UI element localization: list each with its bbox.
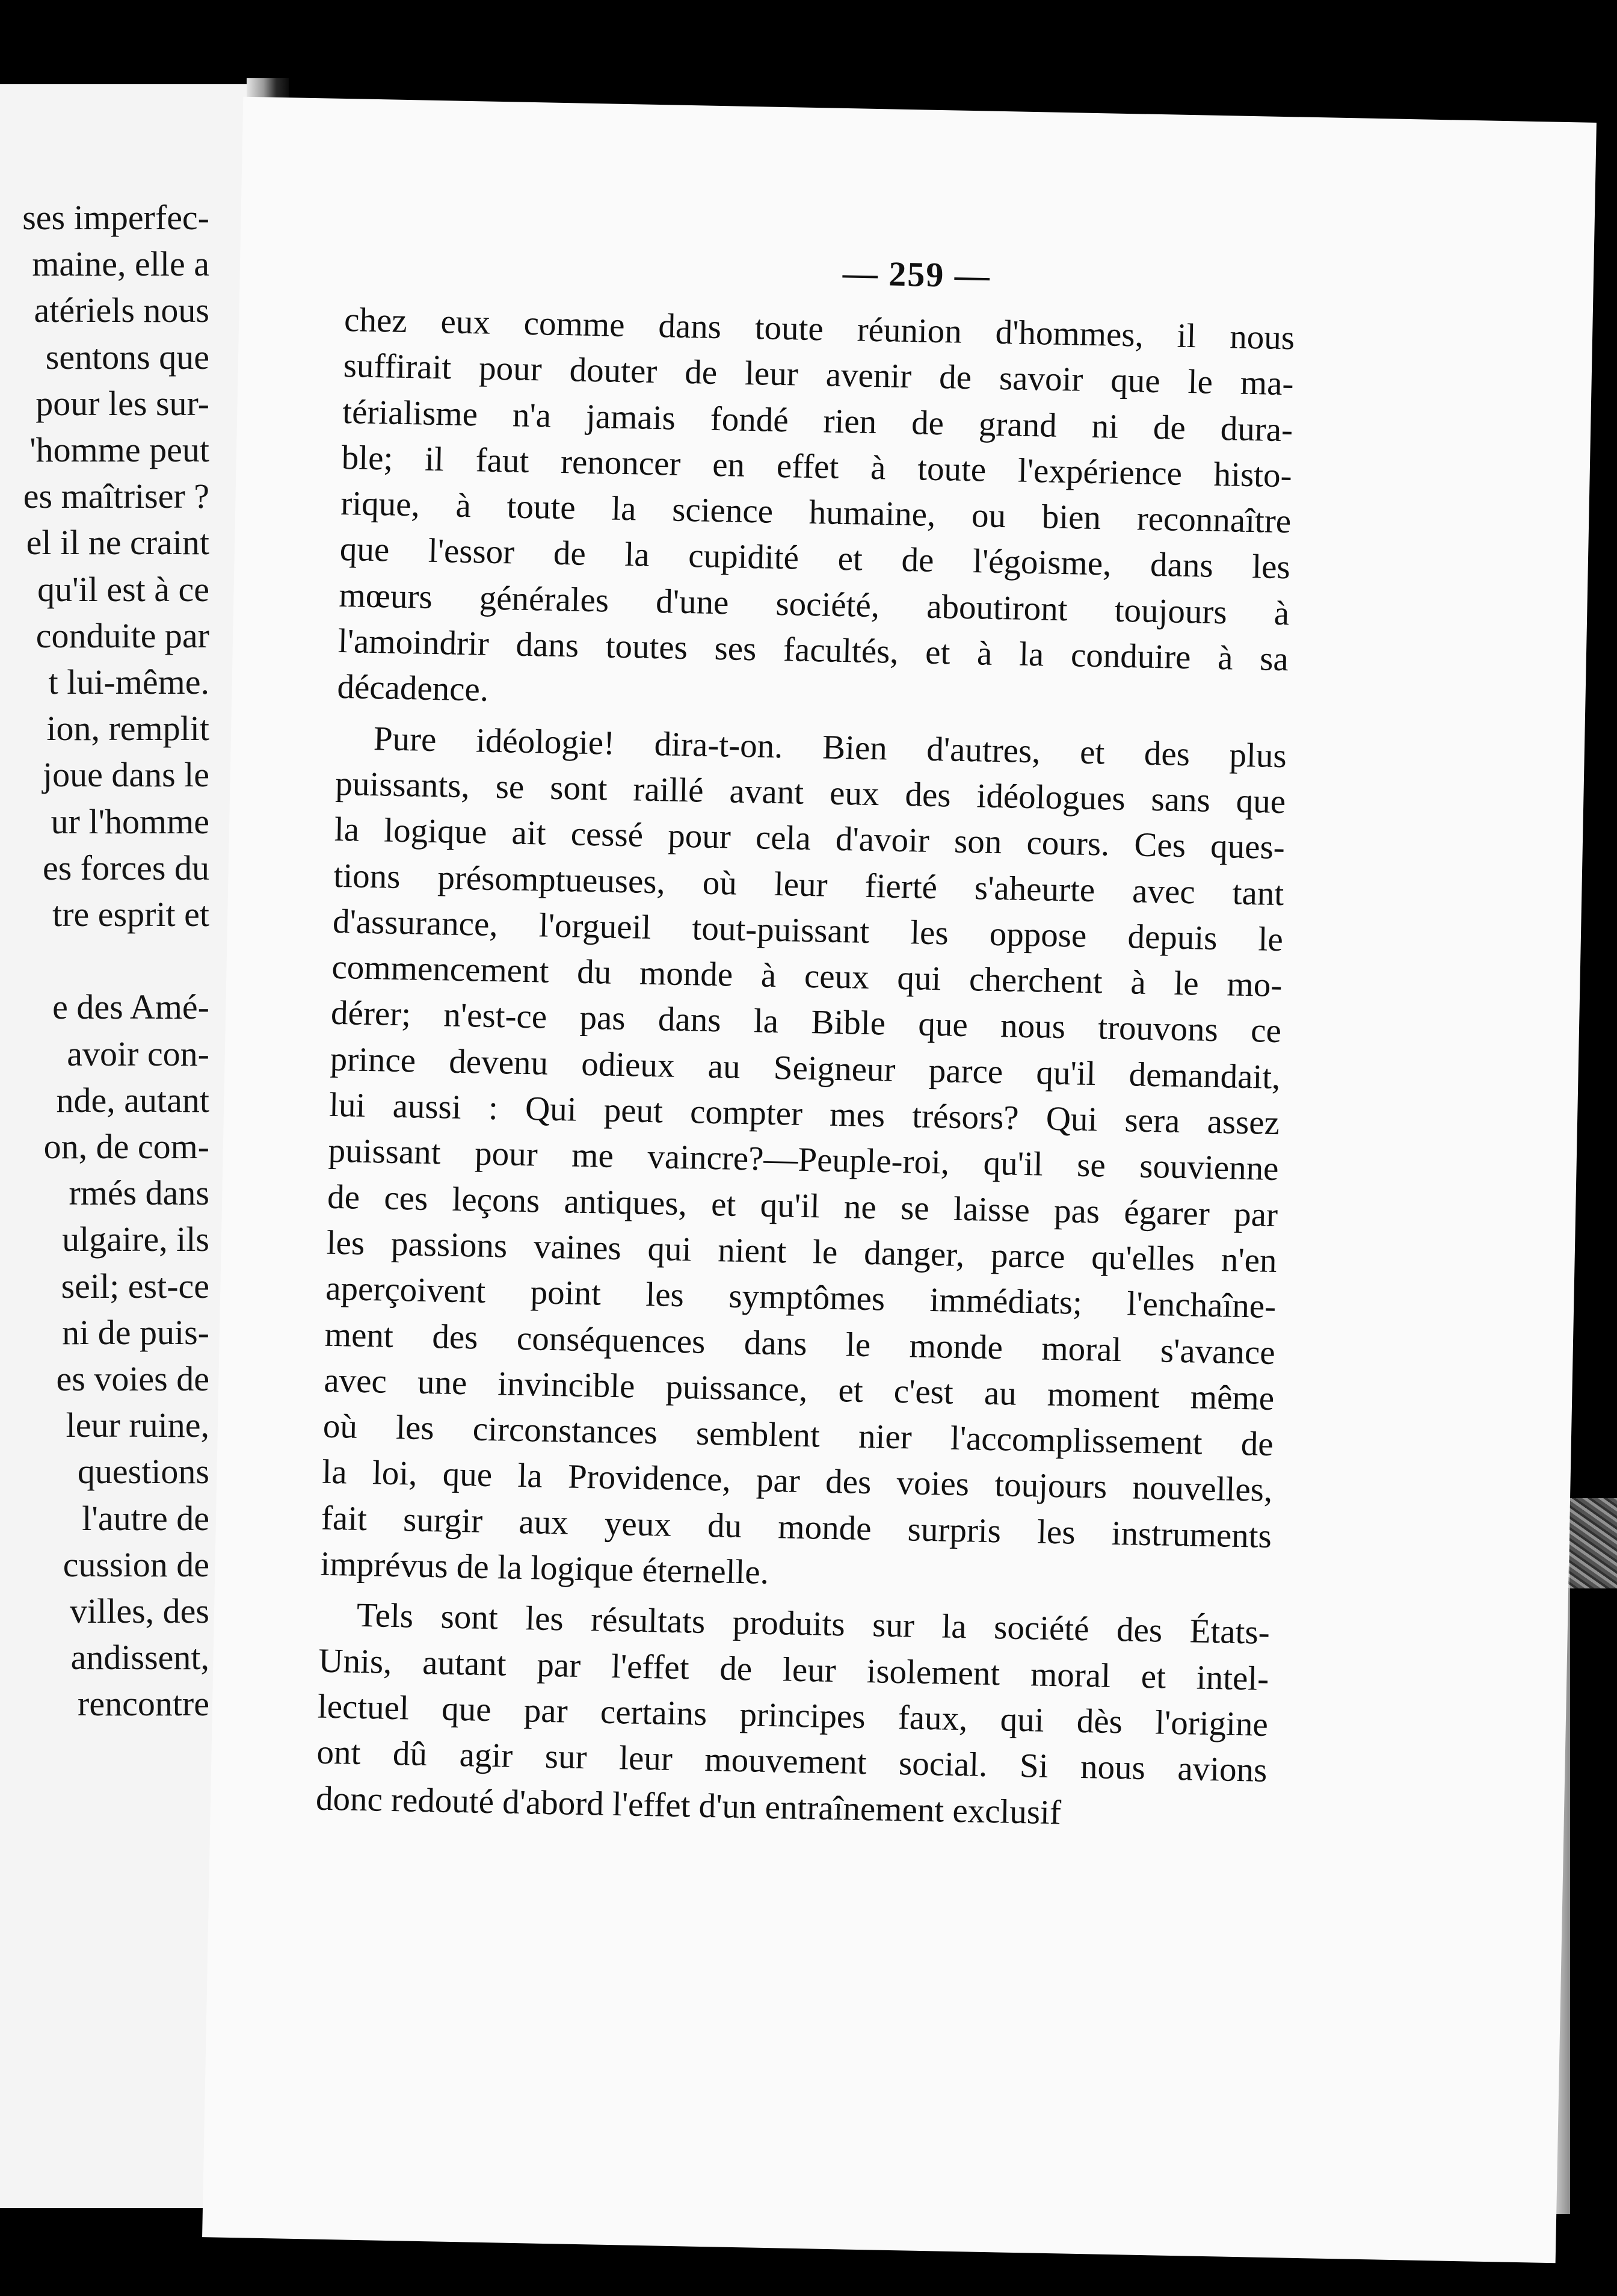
- text-line: de ces leçons antiques, et qu'il ne se laisse pas égarer par: [327, 1177, 1278, 1234]
- text-line: lectuel que par certains principes faux, qui dès l'origine: [317, 1687, 1269, 1744]
- left-page-line: andissent,: [70, 1638, 209, 1677]
- text-line: donc redouté d'abord l'effet d'un entraînement exclusif: [315, 1779, 1062, 1832]
- left-page-line: l'autre de: [82, 1498, 209, 1538]
- left-page-line: leur ruine,: [66, 1406, 209, 1445]
- text-line: que l'essor de la cupidité et de l'égoisme, dans les: [339, 530, 1291, 587]
- text-line: mœurs générales d'une société, aboutiront toujours à: [338, 576, 1290, 633]
- paragraph: [320, 715, 1287, 1606]
- left-page-line: e des Amé-: [52, 987, 209, 1027]
- left-page-line: ion, remplit: [46, 709, 209, 748]
- text-line: Pure idéologie! dira-t-on. Bien d'autres, et des plus: [373, 719, 1287, 775]
- text-line: l'amoindrir dans toutes ses facultés, et à la conduire à sa: [337, 622, 1289, 679]
- left-page-line: conduite par: [35, 616, 209, 655]
- left-page-line: ni de puis-: [62, 1312, 209, 1352]
- text-line: Tels sont les résultats produits sur la société des États-: [356, 1596, 1270, 1652]
- left-page-line: seil; est-ce: [61, 1266, 209, 1306]
- text-line: ble; il faut renoncer en effet à toute l'expérience histo-: [341, 438, 1293, 495]
- text-line: puissants, se sont raillé avant eux des idéologues sans que: [334, 764, 1286, 821]
- text-line: aperçoivent point les symptômes immédiats; l'enchaîne-: [325, 1269, 1277, 1326]
- text-line: fait surgir aux yeux du monde surpris les instruments: [321, 1499, 1272, 1555]
- text-line: les passions vaines qui nient le danger, parce qu'elles n'en: [326, 1223, 1278, 1280]
- left-page-line: rmés dans: [69, 1173, 209, 1213]
- left-page-line: qu'il est à ce: [37, 569, 209, 609]
- paragraph: [337, 297, 1295, 729]
- left-page-line: ulgaire, ils: [62, 1220, 209, 1259]
- left-page-line: pour les sur-: [35, 383, 209, 423]
- text-line: imprévus de la logique éternelle.: [319, 1545, 769, 1591]
- text-line: chez eux comme dans toute réunion d'hommes, il nous: [343, 301, 1295, 357]
- left-page-line: es voies de: [56, 1359, 209, 1398]
- text-line: suffirait pour douter de leur avenir de savoir que le ma-: [343, 347, 1295, 403]
- text-line: prince devenu odieux au Seigneur parce qu'il demandait,: [330, 1040, 1281, 1096]
- page-number: — 259 —: [842, 253, 991, 295]
- text-line: rique, à toute la science humaine, ou bien reconnaître: [340, 484, 1292, 541]
- left-page-line: avoir con-: [67, 1034, 209, 1073]
- left-page-line: ur l'homme: [51, 801, 209, 841]
- left-page-line: cussion de: [63, 1545, 209, 1584]
- page-body-text: [315, 297, 1295, 1845]
- paragraph: [315, 1592, 1270, 1840]
- left-page-line: es maîtriser ?: [23, 477, 209, 516]
- left-page-line: on, de com-: [43, 1127, 209, 1166]
- left-page-line: questions: [77, 1452, 209, 1492]
- left-page-line: villes, des: [70, 1591, 209, 1631]
- text-line: ont dû agir sur leur mouvement social. Si nous avions: [316, 1733, 1267, 1790]
- text-line: térialisme n'a jamais fondé rien de grand ni de dura-: [342, 392, 1293, 449]
- left-page-line: es forces du: [42, 848, 209, 887]
- left-page-line: atériels nous: [34, 291, 209, 330]
- left-page-line: el il ne craint: [26, 523, 209, 563]
- left-page-line: t lui-même.: [48, 662, 209, 702]
- text-line: ment des conséquences dans le monde moral s'avance: [324, 1315, 1276, 1372]
- text-line: où les circonstances semblent nier l'accomplissement de: [322, 1407, 1274, 1464]
- text-line: puissant pour me vaincre?—Peuple-roi, qu'il se souvienne: [328, 1132, 1280, 1188]
- text-line: décadence.: [336, 668, 489, 709]
- text-line: tions présomptueuses, où leur fierté s'aheurte avec tant: [333, 856, 1284, 913]
- text-line: avec une invincible puissance, et c'est au moment même: [323, 1361, 1275, 1418]
- text-line: lui aussi : Qui peut compter mes trésors? Qui sera assez: [328, 1085, 1280, 1143]
- left-page-line: ses imperfec-: [22, 198, 209, 237]
- current-page: [202, 97, 1597, 2264]
- text-line: d'assurance, l'orgueil tout-puissant les oppose depuis le: [332, 902, 1284, 959]
- text-line: commencement du monde à ceux qui cherchent à le mo-: [331, 948, 1283, 1005]
- left-page-line: sentons que: [45, 337, 209, 377]
- left-page-line: joue dans le: [42, 755, 209, 795]
- left-page-line: tre esprit et: [52, 895, 209, 934]
- left-page-line: nde, autant: [56, 1080, 209, 1120]
- text-line: la loi, que la Providence, par des voies toujours nouvelles,: [321, 1453, 1273, 1510]
- text-line: Unis, autant par l'effet de leur isolement moral et intel-: [318, 1641, 1269, 1698]
- left-page-line: maine, elle a: [32, 244, 209, 284]
- text-line: dérer; n'est-ce pas dans la Bible que nous trouvons ce: [330, 994, 1282, 1051]
- left-page-line: 'homme peut: [29, 430, 209, 469]
- text-line: la logique ait cessé pour cela d'avoir son cours. Ces ques-: [334, 810, 1286, 867]
- left-page-line: rencontre: [78, 1684, 209, 1724]
